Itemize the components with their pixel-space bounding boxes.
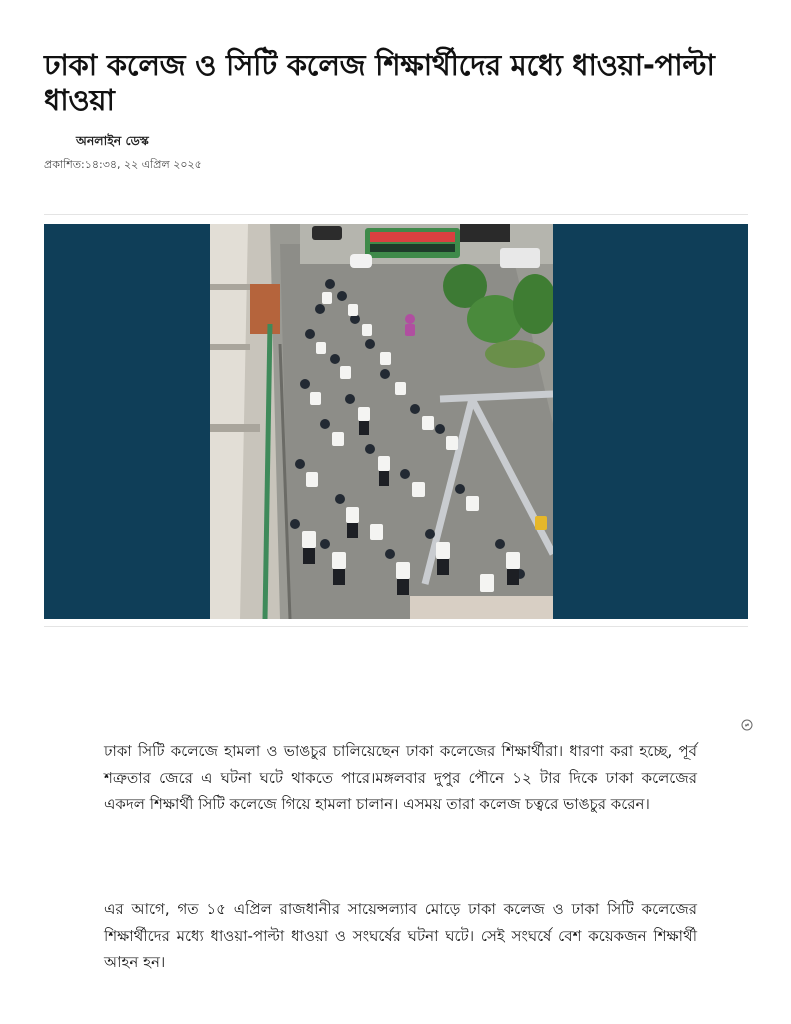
author-byline[interactable]: অনলাইন ডেস্ক	[76, 133, 149, 148]
article-paragraph-2: এর আগে, গত ১৫ এপ্রিল রাজধানীর সায়েন্সল্যাব মোড়ে ঢাকা কলেজ ও ঢাকা সিটি কলেজের শিক্ষার্থীদের মধ্যে ধাওয়া-পাল্টা ধাওয়া ও সংঘর্ষের ঘটনা ঘটে। সেই সংঘর্ষে বেশ কয়েকজন শিক্ষার্থী আহন হন।	[104, 900, 697, 971]
ad-choices-icon[interactable]	[741, 716, 753, 728]
featured-media	[44, 224, 748, 619]
divider-top	[44, 214, 748, 215]
divider-bottom	[44, 626, 748, 627]
featured-photo[interactable]	[210, 224, 553, 619]
article-headline: ঢাকা কলেজ ও সিটি কলেজ শিক্ষার্থীদের মধ্যে ধাওয়া-পাল্টা ধাওয়া	[44, 48, 715, 117]
article-paragraph-1: ঢাকা সিটি কলেজে হামলা ও ভাঙচুর চালিয়েছেন ঢাকা কলেজের শিক্ষার্থীরা। ধারণা করা হচ্ছে, পূর্ব শত্রুতার জেরে এ ঘটনা ঘটে থাকতে পারে।মঙ্গলবার দুপুর পৌনে ১২ টার দিকে ঢাকা কলেজের একদল শিক্ষার্থী সিটি কলেজে গিয়ে হামলা চালান। এসময় তারা কলেজ চত্বরে ভাঙচুর করেন।	[104, 742, 697, 813]
published-date: প্রকাশিত:১৪:৩৪, ২২ এপ্রিল ২০২৫	[44, 158, 202, 171]
